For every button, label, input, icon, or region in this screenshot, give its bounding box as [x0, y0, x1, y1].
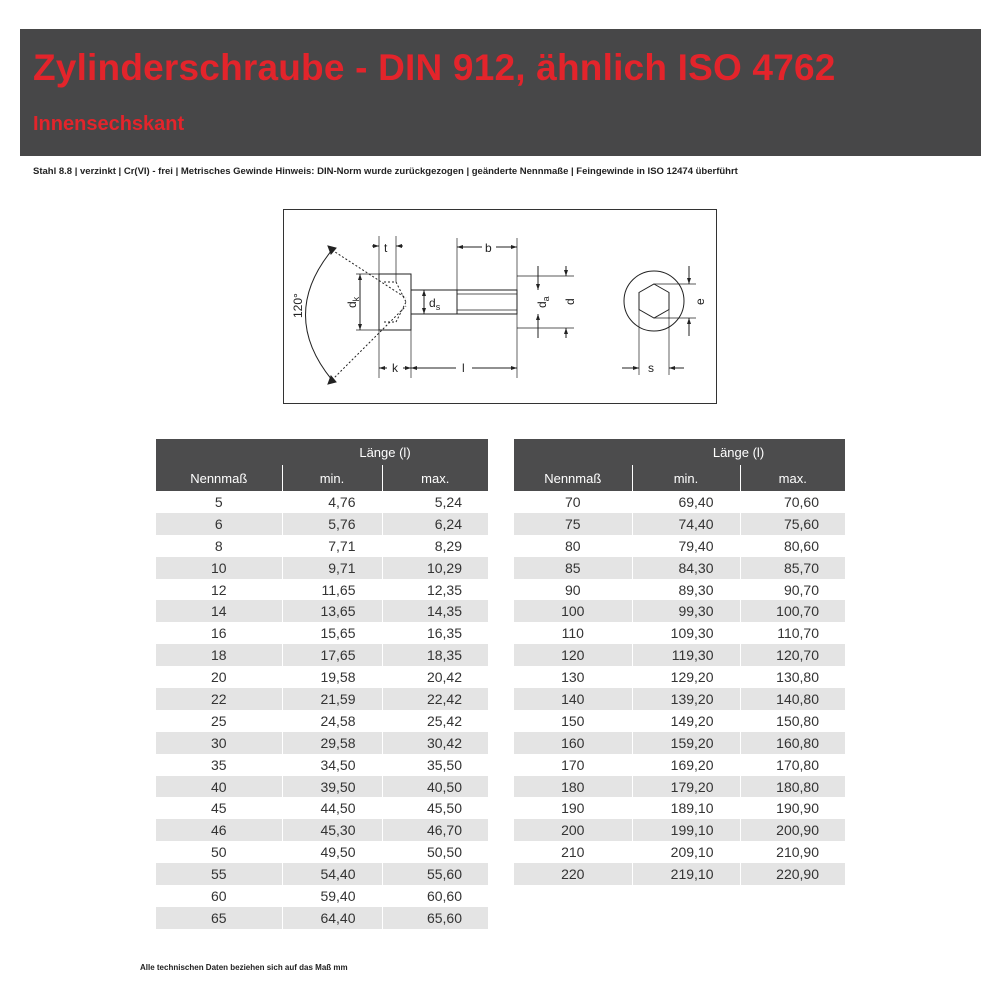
- cell-nominal: 50: [156, 841, 282, 863]
- cell-max: 50,50: [382, 841, 488, 863]
- table-row: [514, 754, 845, 776]
- table-row: [156, 557, 488, 579]
- cell-min: 169,20: [632, 754, 740, 776]
- k-label: k: [392, 361, 398, 375]
- cell-nominal: 75: [514, 513, 632, 535]
- cell-min: 11,65: [282, 579, 382, 601]
- page-title: Zylinderschraube - DIN 912, ähnlich ISO 4762: [33, 47, 836, 88]
- cell-min: 159,20: [632, 732, 740, 754]
- cell-min: 139,20: [632, 688, 740, 710]
- table-row: [156, 491, 488, 513]
- cell-max: 200,90: [740, 819, 845, 841]
- cell-min: 79,40: [632, 535, 740, 557]
- cell-max: 20,42: [382, 666, 488, 688]
- screw-drawing-svg: [284, 210, 716, 403]
- cell-max: 45,50: [382, 797, 488, 819]
- table-row: [514, 688, 845, 710]
- cell-nominal: 46: [156, 819, 282, 841]
- cell-nominal: 110: [514, 622, 632, 644]
- cell-nominal: 65: [156, 907, 282, 929]
- d-label: d: [563, 298, 577, 305]
- cell-nominal: 20: [156, 666, 282, 688]
- table-row: [514, 513, 845, 535]
- cell-min: 199,10: [632, 819, 740, 841]
- cell-nominal: 85: [514, 557, 632, 579]
- cell-nominal: 30: [156, 732, 282, 754]
- cell-nominal: 55: [156, 863, 282, 885]
- cell-max: 120,70: [740, 644, 845, 666]
- cell-min: 89,30: [632, 579, 740, 601]
- cell-nominal: 6: [156, 513, 282, 535]
- cell-min: 209,10: [632, 841, 740, 863]
- cell-max: 46,70: [382, 819, 488, 841]
- table-row: [156, 600, 488, 622]
- technical-drawing: [283, 209, 717, 404]
- table-row: [156, 754, 488, 776]
- cell-min: 49,50: [282, 841, 382, 863]
- cell-max: 220,90: [740, 863, 845, 885]
- cell-max: 18,35: [382, 644, 488, 666]
- cell-nominal: 14: [156, 600, 282, 622]
- column-header-min: min.: [282, 465, 382, 491]
- cell-nominal: 60: [156, 885, 282, 907]
- cell-min: 129,20: [632, 666, 740, 688]
- column-header-min: min.: [632, 465, 740, 491]
- cell-min: 39,50: [282, 776, 382, 798]
- cell-max: 5,24: [382, 491, 488, 513]
- cell-min: 45,30: [282, 819, 382, 841]
- cell-nominal: 10: [156, 557, 282, 579]
- cell-min: 44,50: [282, 797, 382, 819]
- cell-min: 9,71: [282, 557, 382, 579]
- table-row: [514, 491, 845, 513]
- cell-nominal: 190: [514, 797, 632, 819]
- cell-min: 34,50: [282, 754, 382, 776]
- dk-label: $d_k$: [345, 296, 361, 308]
- cell-min: 15,65: [282, 622, 382, 644]
- head-end-view: [624, 271, 684, 331]
- cell-max: 10,29: [382, 557, 488, 579]
- cell-min: 13,65: [282, 600, 382, 622]
- cell-min: 189,10: [632, 797, 740, 819]
- cell-max: 85,70: [740, 557, 845, 579]
- t-label: t: [384, 241, 388, 255]
- cell-nominal: 40: [156, 776, 282, 798]
- table-row: [156, 644, 488, 666]
- cell-min: 7,71: [282, 535, 382, 557]
- cell-min: 19,58: [282, 666, 382, 688]
- cell-min: 17,65: [282, 644, 382, 666]
- cell-max: 210,90: [740, 841, 845, 863]
- da-label: $d_a$: [535, 296, 551, 308]
- cell-max: 70,60: [740, 491, 845, 513]
- cell-nominal: 200: [514, 819, 632, 841]
- cell-nominal: 25: [156, 710, 282, 732]
- table-row: [514, 797, 845, 819]
- cell-nominal: 45: [156, 797, 282, 819]
- column-header-max: max.: [740, 465, 845, 491]
- cell-nominal: 130: [514, 666, 632, 688]
- cell-nominal: 5: [156, 491, 282, 513]
- table-row: [156, 622, 488, 644]
- cell-max: 16,35: [382, 622, 488, 644]
- table-row: [156, 907, 488, 929]
- spec-line: Stahl 8.8 | verzinkt | Cr(VI) - frei | Metrisches Gewinde Hinweis: DIN-Norm wurde zurückgezogen | geänderte Nennmaße | Feingewinde in ISO 12474 überführt: [33, 166, 738, 177]
- cell-min: 54,40: [282, 863, 382, 885]
- column-header-nominal: Nennmaß: [156, 465, 282, 491]
- hex-socket: [639, 284, 669, 318]
- cell-max: 6,24: [382, 513, 488, 535]
- table-row: [514, 600, 845, 622]
- table-row: [156, 776, 488, 798]
- cell-max: 75,60: [740, 513, 845, 535]
- cell-max: 65,60: [382, 907, 488, 929]
- cell-nominal: 100: [514, 600, 632, 622]
- cell-max: 80,60: [740, 535, 845, 557]
- cell-min: 5,76: [282, 513, 382, 535]
- s-label: s: [648, 361, 654, 375]
- table-row: [514, 557, 845, 579]
- table-row: [156, 863, 488, 885]
- cell-max: 22,42: [382, 688, 488, 710]
- cell-min: 59,40: [282, 885, 382, 907]
- cell-max: 30,42: [382, 732, 488, 754]
- cell-nominal: 160: [514, 732, 632, 754]
- cell-nominal: 210: [514, 841, 632, 863]
- table-row: [156, 841, 488, 863]
- table-row: [514, 644, 845, 666]
- cell-nominal: 35: [156, 754, 282, 776]
- cell-max: 190,90: [740, 797, 845, 819]
- cell-nominal: 16: [156, 622, 282, 644]
- cell-max: 40,50: [382, 776, 488, 798]
- cell-nominal: 220: [514, 863, 632, 885]
- header-banner: [20, 29, 981, 156]
- cell-min: 64,40: [282, 907, 382, 929]
- cell-min: 109,30: [632, 622, 740, 644]
- cell-max: 14,35: [382, 600, 488, 622]
- cell-nominal: 18: [156, 644, 282, 666]
- cell-max: 110,70: [740, 622, 845, 644]
- table-row: [156, 688, 488, 710]
- cell-min: 4,76: [282, 491, 382, 513]
- cell-nominal: 150: [514, 710, 632, 732]
- table-row: [156, 579, 488, 601]
- group-header: Länge (l): [282, 439, 488, 465]
- cell-min: 149,20: [632, 710, 740, 732]
- table-row: [514, 776, 845, 798]
- cell-nominal: 180: [514, 776, 632, 798]
- table-row: [156, 885, 488, 907]
- cell-min: 24,58: [282, 710, 382, 732]
- table-row: [514, 579, 845, 601]
- cell-nominal: 80: [514, 535, 632, 557]
- cell-max: 170,80: [740, 754, 845, 776]
- table-row: [514, 863, 845, 885]
- cell-nominal: 90: [514, 579, 632, 601]
- cell-nominal: 12: [156, 579, 282, 601]
- screw-head: [379, 274, 411, 330]
- cell-max: 180,80: [740, 776, 845, 798]
- length-table-left: [156, 439, 488, 929]
- length-table-right: [514, 439, 845, 885]
- cell-max: 55,60: [382, 863, 488, 885]
- ds-label: $d_s$: [429, 296, 441, 312]
- cell-min: 119,30: [632, 644, 740, 666]
- table-row: [156, 535, 488, 557]
- screw-shank: [411, 290, 517, 314]
- group-header: Länge (l): [632, 439, 845, 465]
- e-label: e: [693, 298, 707, 305]
- cell-max: 8,29: [382, 535, 488, 557]
- cell-min: 74,40: [632, 513, 740, 535]
- cell-min: 29,58: [282, 732, 382, 754]
- b-label: b: [485, 241, 492, 255]
- cell-max: 12,35: [382, 579, 488, 601]
- column-header-max: max.: [382, 465, 488, 491]
- cell-nominal: 22: [156, 688, 282, 710]
- cell-max: 150,80: [740, 710, 845, 732]
- table-row: [514, 819, 845, 841]
- cell-max: 25,42: [382, 710, 488, 732]
- cell-nominal: 170: [514, 754, 632, 776]
- cell-min: 219,10: [632, 863, 740, 885]
- table-row: [156, 513, 488, 535]
- table-row: [156, 797, 488, 819]
- page-subtitle: Innensechskant: [33, 113, 185, 135]
- cell-min: 179,20: [632, 776, 740, 798]
- cell-max: 160,80: [740, 732, 845, 754]
- cell-min: 84,30: [632, 557, 740, 579]
- angle-label: 120°: [291, 293, 305, 318]
- cell-max: 90,70: [740, 579, 845, 601]
- table-row: [514, 732, 845, 754]
- cell-min: 69,40: [632, 491, 740, 513]
- cell-max: 130,80: [740, 666, 845, 688]
- cell-min: 21,59: [282, 688, 382, 710]
- cell-min: 99,30: [632, 600, 740, 622]
- cell-nominal: 70: [514, 491, 632, 513]
- table-row: [156, 819, 488, 841]
- table-row: [156, 710, 488, 732]
- cell-max: 35,50: [382, 754, 488, 776]
- table-row: [156, 732, 488, 754]
- cell-nominal: 8: [156, 535, 282, 557]
- column-header-nominal: Nennmaß: [514, 465, 632, 491]
- angle-arc: [306, 250, 333, 380]
- cell-nominal: 140: [514, 688, 632, 710]
- table-row: [514, 622, 845, 644]
- table-row: [514, 535, 845, 557]
- cell-max: 100,70: [740, 600, 845, 622]
- footnote: Alle technischen Daten beziehen sich auf das Maß mm: [140, 963, 348, 972]
- table-row: [156, 666, 488, 688]
- cell-max: 140,80: [740, 688, 845, 710]
- cell-max: 60,60: [382, 885, 488, 907]
- l-label: l: [462, 361, 465, 375]
- table-row: [514, 841, 845, 863]
- cell-nominal: 120: [514, 644, 632, 666]
- table-row: [514, 666, 845, 688]
- table-row: [514, 710, 845, 732]
